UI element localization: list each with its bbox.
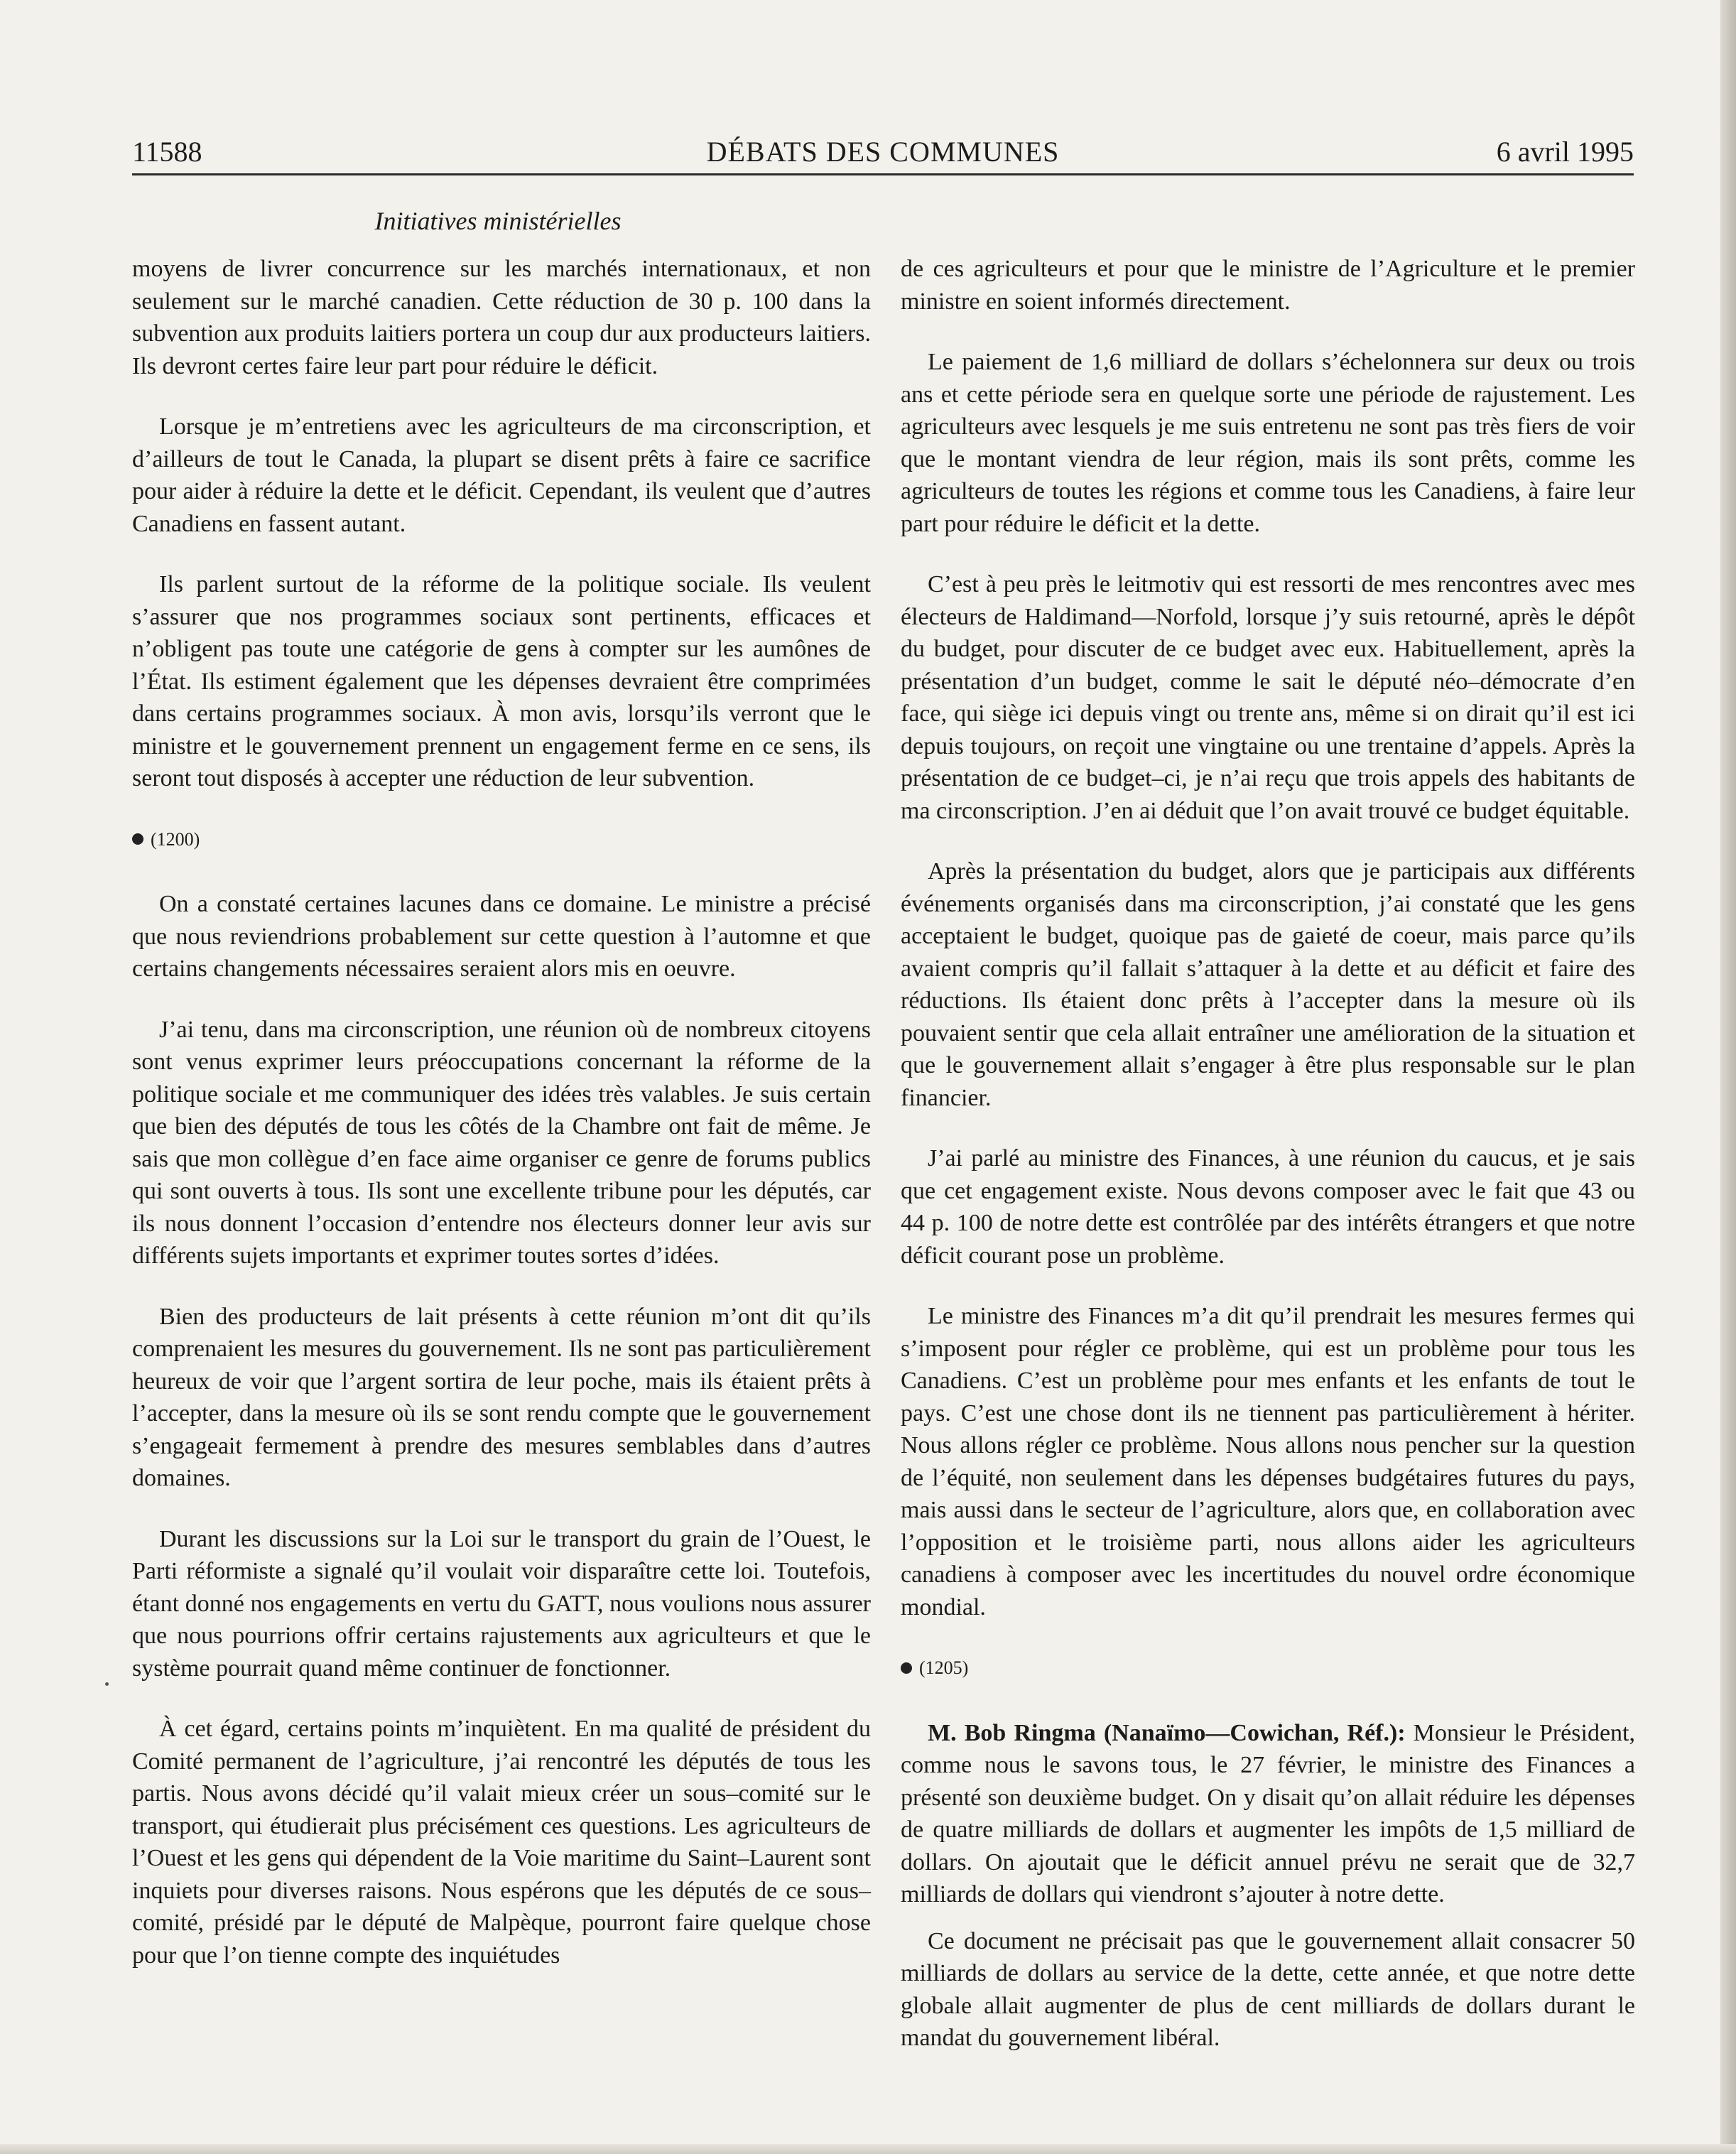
publication-date: 6 avril 1995 xyxy=(1496,136,1634,168)
bullet-icon xyxy=(901,1662,912,1674)
time-marker xyxy=(901,1652,1635,1684)
paragraph: J’ai tenu, dans ma circonscription, une réunion où de nombreux citoyens sont venus exprimer leurs préoccupations concernant la réforme de la politique sociale et me communiquer des idées très valables. Je suis certain que bien des députés de tous les côtés de la Chambre ont fait de même. Je sais que mon collègue d’en face aime organiser ce genre de forums publics qui sont ouverts à tous. Ils sont une excellente tribune pour les députés, car ils nous donnent l’occasion d’entendre nos électeurs donner leur avis sur différents sujets importants et exprimer toutes sortes d’idées. xyxy=(132,1016,871,1269)
left-column xyxy=(132,253,871,2000)
page-number: 11588 xyxy=(132,136,202,168)
scan-speck xyxy=(105,1682,109,1686)
speaker-name: M. Bob Ringma (Nanaïmo—Cowichan, Réf.): xyxy=(928,1719,1406,1746)
paragraph: J’ai parlé au ministre des Finances, à une réunion du caucus, et je sais que cet engagement existe. Nous devons composer avec le fait que 43 ou 44 p. 100 de notre dette est contrôlée par des intérêts étrangers et que notre déficit courant pose un problème. xyxy=(901,1145,1635,1269)
paragraph: moyens de livrer concurrence sur les marchés internationaux, et non seulement sur le marché canadien. Cette réduction de 30 p. 100 dans la subvention aux produits laitiers portera un coup dur aux producteurs laitiers. Ils devront certes faire leur part pour réduire le déficit. xyxy=(132,256,871,379)
publication-title: DÉBATS DES COMMUNES xyxy=(706,136,1060,168)
right-column xyxy=(901,253,1635,2083)
paragraph: Le ministre des Finances m’a dit qu’il prendrait les mesures fermes qui s’imposent pour régler ce problème, qui est un problème pour tous les Canadiens. C’est un problème pour mes enfants et les enfants de tout le pays. C’est une chose dont ils ne tiennent pas particulièrement à hériter. Nous allons régler ce problème. Nous allons nous pencher sur la question de l’équité, non seulement dans les dépenses budgétaires futures du pays, mais aussi dans le secteur de l’agriculture, alors que, en collaboration avec l’opposition et le troisième parti, nous allons aider les agriculteurs canadiens à composer avec les incertitudes du nouvel ordre économique mondial. xyxy=(901,1303,1635,1620)
paragraph: Bien des producteurs de lait présents à cette réunion m’ont dit qu’ils comprenaient les mesures du gouvernement. Ils ne sont pas particulièrement heureux de voir que l’argent sortira de leur poche, mais ils étaient prêts à l’accepter, dans la mesure où ils se sont rendu compte que le gouvernement s’engageait fermement à prendre des mesures semblables dans d’autres domaines. xyxy=(132,1303,871,1491)
time-marker-label: (1205) xyxy=(919,1657,969,1678)
paragraph: Lorsque je m’entretiens avec les agriculteurs de ma circonscription, et d’ailleurs de tout le Canada, la plupart se disent prêts à faire ce sacrifice pour aider à réduire la dette et le déficit. Cependant, ils veulent que d’autres Canadiens en fassent autant. xyxy=(132,413,871,537)
speech-text: Monsieur le Président, comme nous le savons tous, le 27 février, le ministre des Finances a présenté son deuxième budget. On y disait qu’on allait réduire les dépenses de quatre milliards de dollars et augmenter les impôts de 1,5 milliard de dollars. On ajoutait que le déficit annuel prévu ne serait que de 32,7 milliards de dollars qui viendront s’ajouter à notre dette. xyxy=(901,1719,1635,1907)
paragraph: Ce document ne précisait pas que le gouvernement allait consacrer 50 milliards de dollars au service de la dette, cette année, et que notre dette globale allait augmenter de plus de cent milliards de dollars durant le mandat du gouvernement libéral. xyxy=(901,1927,1635,2051)
speech-paragraph xyxy=(901,1717,1635,1911)
paragraph: On a constaté certaines lacunes dans ce domaine. Le ministre a précisé que nous reviendrions probablement sur cette question à l’automne et que certains changements nécessaires seraient alors mis en oeuvre. xyxy=(132,891,871,982)
paragraph: de ces agriculteurs et pour que le ministre de l’Agriculture et le premier ministre en soient informés directement. xyxy=(901,256,1635,315)
paragraph: Le paiement de 1,6 milliard de dollars s’échelonnera sur deux ou trois ans et cette période sera en quelque sorte une période de rajustement. Les agriculteurs avec lesquels je me suis entretenu ne sont pas très fiers de voir que le montant viendra de leur région, mais ils sont prêts, comme les agriculteurs de toutes les régions et comme tous les Canadiens, à faire leur part pour réduire le déficit et la dette. xyxy=(901,349,1635,537)
time-marker xyxy=(132,823,871,856)
section-title: Initiatives ministérielles xyxy=(374,207,622,235)
bullet-icon xyxy=(132,833,143,845)
page-edge-bottom xyxy=(0,2144,1736,2154)
paragraph: Durant les discussions sur la Loi sur le transport du grain de l’Ouest, le Parti réformiste a signalé qu’il voulait voir disparaître cette loi. Toutefois, étant donné nos engagements en vertu du GATT, nous voulions nous assurer que nous pourrions offrir certains rajustements aux agriculteurs et que le système pourrait quand même continuer de fonctionner. xyxy=(132,1525,871,1682)
time-marker-label: (1200) xyxy=(151,828,200,850)
paragraph: Ils parlent surtout de la réforme de la politique sociale. Ils veulent s’assurer que nos programmes sociaux sont pertinents, efficaces et n’obligent pas toute une catégorie de gens à compter sur les aumônes de l’État. Ils estiment également que les dépenses devraient être comprimées dans certains programmes sociaux. À mon avis, lorsqu’ils verront que le ministre et le gouvernement prennent un engagement ferme en ce sens, ils seront tout disposés à accepter une réduction de leur subvention. xyxy=(132,571,871,791)
paragraph: Après la présentation du budget, alors que je participais aux différents événements organisés dans ma circonscription, j’ai constaté que les gens acceptaient le budget, quoique pas de gaieté de coeur, mais parce qu’ils avaient compris qu’il fallait s’attaquer à la dette et au déficit et faire des réductions. Ils étaient donc prêts à l’accepter dans la mesure où ils pouvaient sentir que cela allait entraîner une amélioration de la situation et que le gouvernement allait s’engager à être plus responsable sur le plan financier. xyxy=(901,858,1635,1111)
paragraph: C’est à peu près le leitmotiv qui est ressorti de mes rencontres avec mes électeurs de Haldimand—Norfold, lorsque j’y suis retourné, après le dépôt du budget, pour discuter de ce budget avec eux. Habituellement, après la présentation d’un budget, comme le sait le député néo–démocrate d’en face, qui siège ici depuis vingt ou trente ans, même si on dirait qu’il est ici depuis toujours, on reçoit une vingtaine ou une trentaine d’appels. Après la présentation de ce budget–ci, je n’ai reçu que trois appels des habitants de ma circonscription. J’en ai déduit que l’on avait trouvé ce budget équitable. xyxy=(901,571,1635,824)
page-header xyxy=(132,129,1634,175)
page-edge-right xyxy=(1720,0,1736,2154)
paragraph: À cet égard, certains points m’inquiètent. En ma qualité de président du Comité permanent de l’agriculture, j’ai rencontré les députés de tous les partis. Nous avons décidé qu’il valait mieux créer un sous–comité sur le transport, qui étudierait plus précisément ces questions. Les agriculteurs de l’Ouest et les gens qui dépendent de la Voie maritime du Saint–Laurent sont inquiets pour diverses raisons. Nous espérons que les députés de ce sous–comité, présidé par le député de Malpèque, pourront faire quelque chose pour que l’on tienne compte des inquiétudes xyxy=(132,1716,871,1969)
